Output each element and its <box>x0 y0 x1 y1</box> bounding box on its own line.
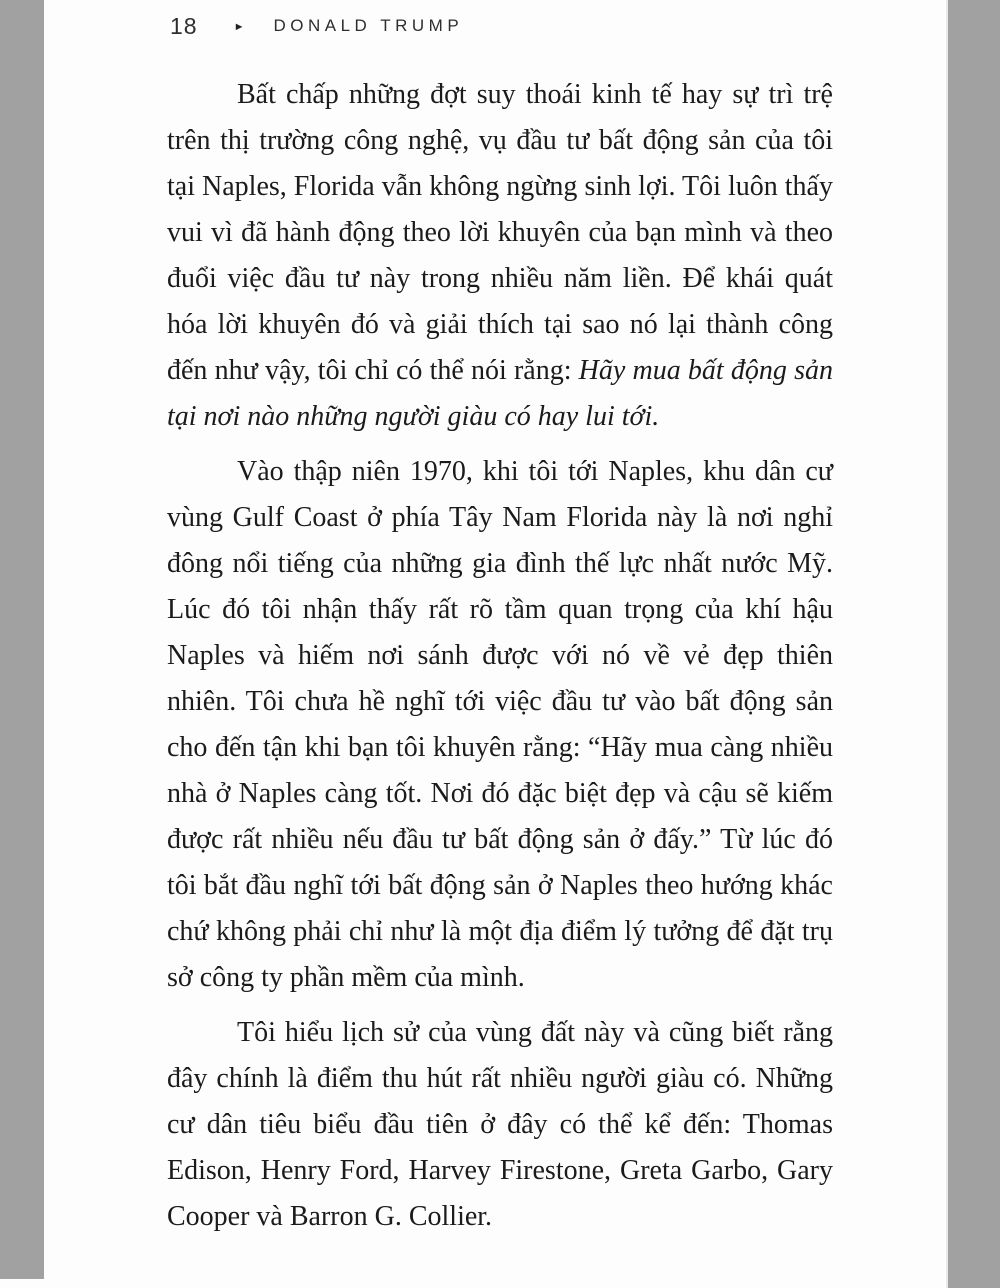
italic-quote-text: Hãy mua bất động sản tại nơi nào những người giàu có hay lui tới. <box>167 355 833 432</box>
running-title: DONALD TRUMP <box>273 16 464 35</box>
scan-border-left <box>0 0 44 1279</box>
book-page <box>44 0 946 1288</box>
paragraph <box>167 1010 833 1240</box>
page-header <box>170 10 463 42</box>
body-text <box>167 72 833 1240</box>
paragraph-text: Bất chấp những đợt suy thoái kinh tế hay sự trì trệ trên thị trường công nghệ, vụ đầu tư bất động sản của tôi tại Naples, Florida vẫn không ngừng sinh lợi. Tôi luôn thấy vui vì đã hành động theo lời khuyên của bạn mình và theo đuổi việc đầu tư này trong nhiều năm liền. Để khái quát hóa lời khuyên đó và giải thích tại sao nó lại thành công đến như vậy, tôi chỉ có thể nói rằng: <box>167 79 833 386</box>
paragraph <box>167 449 833 1001</box>
paragraph-text: Tôi hiểu lịch sử của vùng đất này và cũng biết rằng đây chính là điểm thu hút rất nhiều người giàu có. Những cư dân tiêu biểu đầu tiên ở đây có thể kể đến: Thomas Edison, Henry Ford, Harvey Firestone, Greta Garbo, Gary Cooper và Barron G. Collier. <box>167 1017 833 1232</box>
scan-border-right <box>946 0 1000 1288</box>
header-arrow-icon: ► <box>233 21 245 33</box>
paragraph <box>167 72 833 440</box>
page-number: 18 <box>170 12 198 39</box>
paragraph-text: Vào thập niên 1970, khi tôi tới Naples, khu dân cư vùng Gulf Coast ở phía Tây Nam Florida này là nơi nghỉ đông nổi tiếng của những gia đình thế lực nhất nước Mỹ. Lúc đó tôi nhận thấy rất rõ tầm quan trọng của khí hậu Naples và hiếm nơi sánh được với nó về vẻ đẹp thiên nhiên. Tôi chưa hề nghĩ tới việc đầu tư vào bất động sản cho đến tận khi bạn tôi khuyên rằng: “Hãy mua càng nhiều nhà ở Naples càng tốt. Nơi đó đặc biệt đẹp và cậu sẽ kiếm được rất nhiều nếu đầu tư bất động sản ở đấy.” Từ lúc đó tôi bắt đầu nghĩ tới bất động sản ở Naples theo hướng khác chứ không phải chỉ như là một địa điểm lý tưởng để đặt trụ sở công ty phần mềm của mình. <box>167 456 833 993</box>
